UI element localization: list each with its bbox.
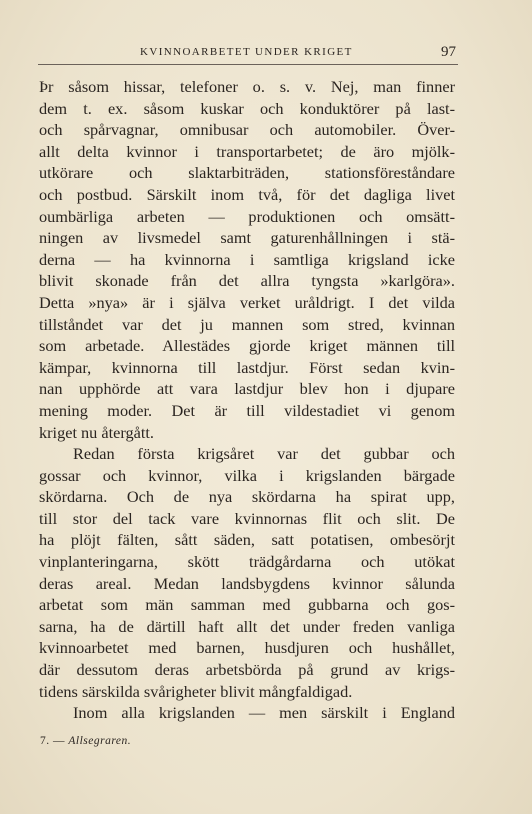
text-line: där dessutom deras arbetsbörda på grund av krigs- <box>39 660 455 680</box>
text-line: tillståndet var det ju mannen som stred, kvinnan <box>39 314 455 334</box>
text-line: kriget nu återgått. <box>39 422 154 442</box>
signature-number: 7. <box>40 735 50 747</box>
page-number: 97 <box>441 44 456 60</box>
text-line: derna — ha kvinnorna i samtliga krigsland icke <box>39 249 455 269</box>
text-line: deras areal. Medan landsbygdens kvinnor sålunda <box>39 573 455 593</box>
signature-dash: — <box>53 735 65 747</box>
text-line: utkörare och slaktarbiträden, stationsföreståndare <box>39 163 455 183</box>
signature-title: Allsegraren. <box>68 735 132 747</box>
text-line: dem t. ex. såsom kuskar och konduktörer på last- <box>39 98 455 118</box>
text-line: blivit skonade från det allra tyngsta »karlgöra». <box>39 271 455 291</box>
text-line: till stor del tack vare kvinnornas flit och slit. De <box>39 508 455 528</box>
text-line: arbetat som män samman med gubbarna och gos- <box>39 595 455 615</box>
text-line: som arbetade. Allestädes gjorde kriget männen till <box>39 336 455 356</box>
text-line: ningen av livsmedel samt gaturenhållningen i stä- <box>39 228 455 248</box>
text-line: nan upphörde att vara lastdjur blev hon i djupare <box>39 379 455 399</box>
text-line: vinplanteringarna, skött trädgårdarna och utökat <box>39 552 455 572</box>
text-line: och spårvagnar, omnibusar och automobiler. Över- <box>39 120 455 140</box>
text-line: Þr såsom hissar, telefoner o. s. v. Nej, man finner <box>39 77 455 96</box>
text-line: sarna, ha de därtill haft allt det under freden vanliga <box>39 616 455 636</box>
text-line: Detta »nya» är i själva verket uråldrigt. I det vilda <box>39 292 455 312</box>
text-line: oumbärliga arbeten — produktionen och omsätt- <box>39 206 455 226</box>
text-line: kvinnoarbetet med barnen, husdjuren och hushållet, <box>39 638 455 658</box>
running-title: KVINNOARBETET UNDER KRIGET <box>140 46 353 58</box>
text-line: allt delta kvinnor i transportarbetet; de äro mjölk- <box>39 141 455 161</box>
text-line: Inom alla krigslanden — men särskilt i England <box>73 703 455 723</box>
text-line: tidens särskilda svårigheter blivit mångfaldigad. <box>39 681 353 701</box>
running-head <box>40 44 456 64</box>
printer-signature <box>40 735 131 747</box>
text-line: gossar och kvinnor, vilka i krigslanden bärgade <box>39 465 455 485</box>
header-rule <box>38 64 458 65</box>
text-line: och postbud. Särskilt inom två, för det dagliga livet <box>39 184 455 204</box>
text-line: kämpar, kvinnorna till lastdjur. Först sedan kvin- <box>39 357 455 377</box>
text-line: Redan första krigsåret var det gubbar och <box>73 444 455 464</box>
body-text <box>39 76 455 724</box>
text-line: mening moder. Det är till vildestadiet vi genom <box>39 400 455 420</box>
text-line: ha plöjt fälten, sått säden, satt potatisen, ombesörjt <box>39 530 455 550</box>
text-line: skördarna. Och de nya skördarna ha spirat upp, <box>39 487 455 507</box>
